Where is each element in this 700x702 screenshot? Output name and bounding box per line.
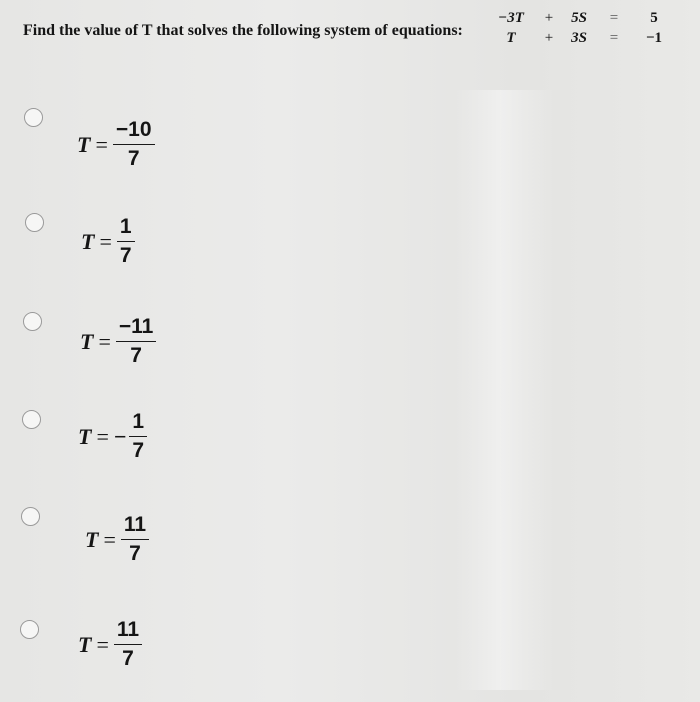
- equation-term: −3T: [498, 10, 524, 26]
- fraction: [117, 215, 135, 268]
- variable-label: T: [80, 328, 94, 354]
- equals-sign: =: [99, 228, 112, 254]
- fraction: [129, 410, 147, 463]
- denominator: 7: [132, 439, 145, 462]
- radio-button[interactable]: [20, 620, 39, 639]
- answer-expression: [85, 513, 149, 566]
- numerator: 1: [117, 215, 135, 242]
- answer-expression: [77, 118, 155, 171]
- question-text: Find the value of T that solves the following system of equations:: [23, 22, 463, 39]
- answer-expression: [78, 410, 147, 463]
- radio-button[interactable]: [24, 108, 43, 127]
- answer-expression: [80, 315, 156, 368]
- fraction: [114, 618, 142, 671]
- answer-option-1[interactable]: [0, 100, 400, 190]
- answer-option-6[interactable]: [0, 612, 400, 702]
- variable-label: T: [81, 228, 95, 254]
- denominator: 7: [129, 542, 141, 565]
- fraction: [113, 118, 155, 171]
- numerator: −11: [116, 315, 156, 342]
- equation-equals: =: [609, 30, 619, 46]
- equation-term: T: [506, 30, 516, 46]
- variable-label: T: [78, 423, 92, 449]
- denominator: 7: [119, 244, 132, 267]
- radio-button[interactable]: [23, 312, 42, 331]
- answer-option-5[interactable]: [0, 505, 400, 595]
- equals-sign: =: [96, 423, 109, 449]
- equation-rhs: −1: [645, 30, 663, 46]
- equation-operator: +: [544, 30, 554, 46]
- equals-sign: =: [96, 631, 109, 657]
- radio-button[interactable]: [22, 410, 41, 429]
- variable-label: T: [77, 131, 91, 157]
- equals-sign: =: [103, 526, 116, 552]
- answer-expression: [78, 618, 142, 671]
- equation-rhs: 5: [650, 10, 658, 26]
- negative-sign: −: [113, 423, 127, 449]
- equation-term: 3S: [571, 30, 587, 46]
- photo-glare: [455, 90, 555, 690]
- variable-label: T: [78, 631, 92, 657]
- answer-option-2[interactable]: [0, 205, 400, 295]
- numerator: 11: [114, 618, 142, 645]
- equals-sign: =: [98, 328, 111, 354]
- equation-equals: =: [609, 10, 619, 26]
- radio-button[interactable]: [25, 213, 44, 232]
- numerator: 1: [129, 410, 147, 437]
- denominator: 7: [130, 344, 142, 367]
- equals-sign: =: [95, 131, 108, 157]
- fraction: [121, 513, 149, 566]
- denominator: 7: [122, 647, 134, 670]
- radio-button[interactable]: [21, 507, 40, 526]
- answer-expression: [81, 215, 135, 268]
- denominator: 7: [127, 147, 140, 170]
- fraction: [116, 315, 156, 368]
- equation-system: [488, 8, 674, 48]
- equation-row: [488, 8, 674, 28]
- variable-label: T: [85, 526, 99, 552]
- numerator: 11: [121, 513, 149, 540]
- equation-operator: +: [544, 10, 554, 26]
- equation-term: 5S: [571, 10, 587, 26]
- equation-row: [488, 28, 674, 48]
- answer-option-3[interactable]: [0, 310, 400, 400]
- numerator: −10: [113, 118, 155, 145]
- answer-option-4[interactable]: [0, 405, 400, 495]
